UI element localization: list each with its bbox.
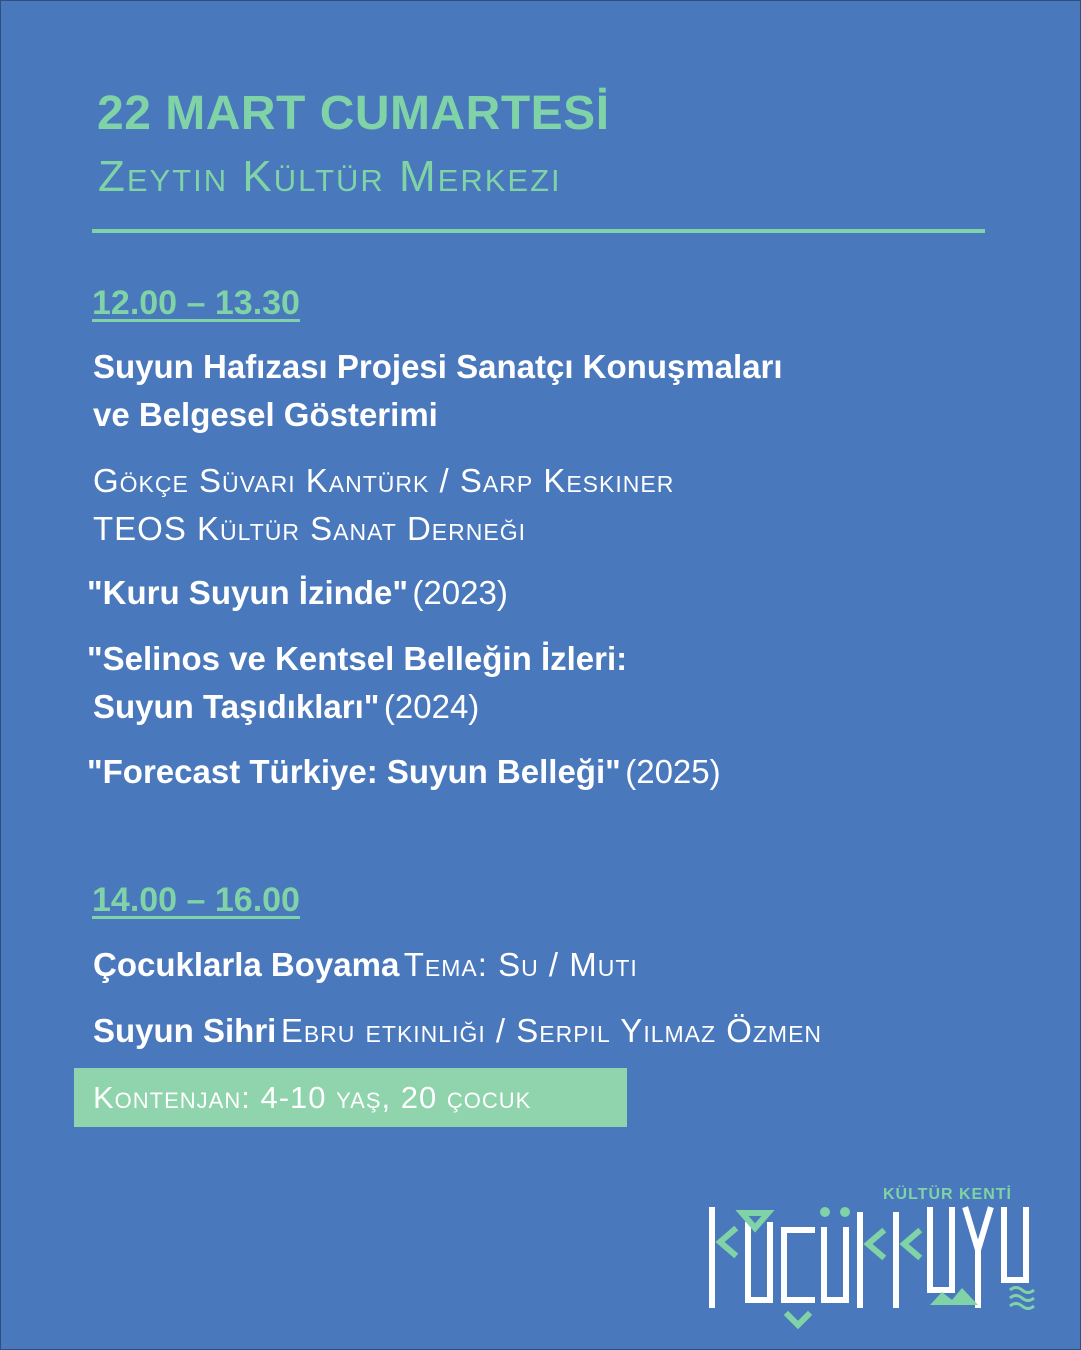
- quota-badge: [74, 1068, 627, 1127]
- event-date: 22 MART CUMARTESİ: [97, 87, 610, 140]
- film-1-title: "Kuru Suyun İzinde": [87, 574, 408, 611]
- header-divider: [92, 229, 985, 233]
- film-1: [87, 574, 508, 612]
- session2-time: 14.00 – 16.00: [92, 881, 300, 919]
- session1-title-line2: ve Belgesel Gösterimi: [93, 396, 438, 433]
- session1-organization: TEOS Kültür Sanat Derneği: [93, 510, 526, 547]
- activity-2: [93, 1012, 822, 1050]
- session1-speakers: Gökçe Süvari Kantürk / Sarp Keskiner: [93, 462, 675, 499]
- film-2-year: (2024): [383, 688, 480, 725]
- film-3-year: (2025): [625, 753, 721, 790]
- film-3-title: "Forecast Türkiye: Suyun Belleği": [87, 753, 621, 790]
- film-1-year: (2023): [412, 574, 508, 611]
- logo-tagline: KÜLTÜR KENTİ: [882, 1186, 1012, 1203]
- session1-time: 12.00 – 13.30: [92, 284, 300, 322]
- film-2-title-line1: "Selinos ve Kentsel Belleğin İzleri:: [87, 640, 628, 677]
- film-2-line2: [93, 688, 479, 726]
- session1-title-line1: Suyun Hafızası Projesi Sanatçı Konuşmaları: [93, 348, 783, 385]
- event-venue: Zeytin Kültür Merkezi: [98, 152, 562, 201]
- kucukkuyu-logo: [700, 1180, 1050, 1330]
- activity-1: [93, 946, 638, 984]
- film-2-line1: [87, 640, 627, 678]
- activity-2-title: Suyun Sihri: [93, 1012, 277, 1049]
- activity-1-title: Çocuklarla Boyama: [93, 946, 400, 983]
- film-2-title-line2: Suyun Taşıdıkları": [93, 688, 380, 725]
- activity-2-detail: Ebru etkinliği / Serpil Yılmaz Özmen: [280, 1012, 823, 1049]
- film-3: [87, 753, 721, 791]
- quota-text: Kontenjan: 4-10 yaş, 20 çocuk: [93, 1079, 532, 1115]
- activity-1-detail: Tema: Su / Muti: [403, 946, 638, 983]
